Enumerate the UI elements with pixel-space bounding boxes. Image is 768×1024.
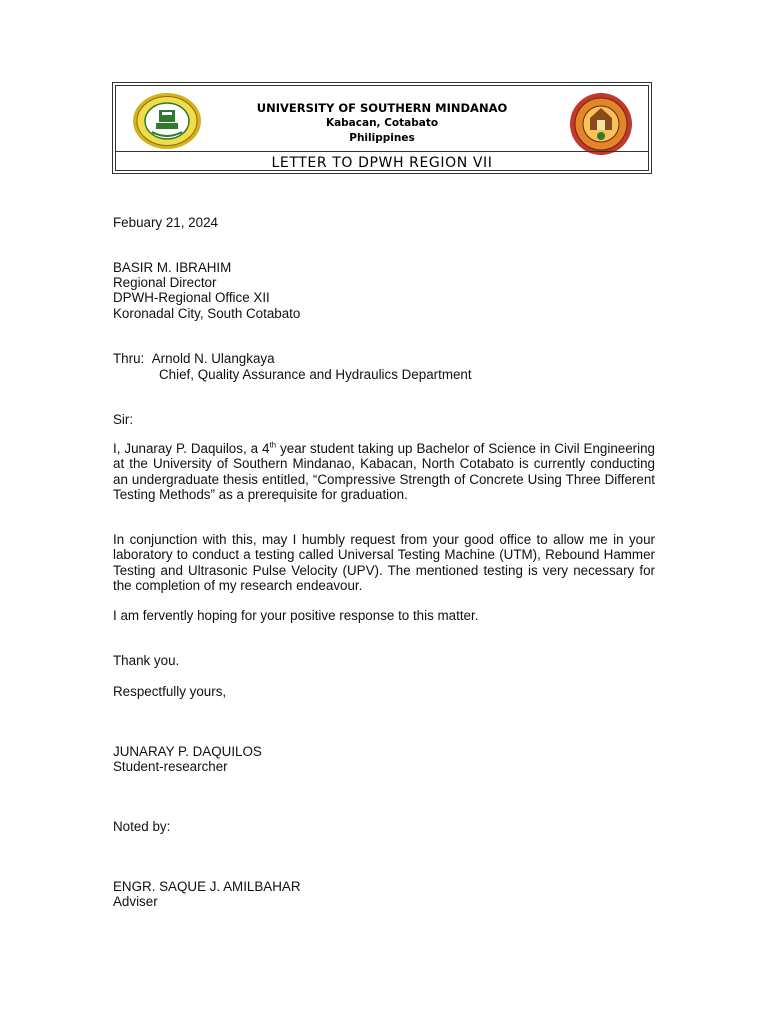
recipient-address: Koronadal City, South Cotabato xyxy=(113,306,301,321)
engineering-seal-icon xyxy=(566,92,636,156)
closing: Respectfully yours, xyxy=(113,684,227,699)
recipient-position: Regional Director xyxy=(113,275,217,290)
thank-you: Thank you. xyxy=(113,653,180,668)
p1-start: I, Junaray P. Daquilos, a 4 xyxy=(113,441,270,456)
university-location: Kabacan, Cotabato xyxy=(325,117,439,129)
sender-name: JUNARAY P. DAQUILOS xyxy=(113,744,262,759)
thru-label: Thru: xyxy=(113,351,145,366)
body-paragraph-1 xyxy=(113,441,655,503)
salutation: Sir: xyxy=(113,412,134,427)
noted-by-label: Noted by: xyxy=(113,819,171,834)
university-country: Philippines xyxy=(349,132,415,144)
letter-title: LETTER TO DPWH REGION VII xyxy=(271,155,493,171)
letterhead-divider xyxy=(116,151,648,152)
recipient-office: DPWH-Regional Office XII xyxy=(113,290,270,305)
recipient-name: BASIR M. IBRAHIM xyxy=(113,260,232,275)
usm-seal-icon xyxy=(132,92,202,150)
body-paragraph-2: In conjunction with this, may I humbly request from your good office to allow me in your laboratory to conduct a testing called Universal Testing Machine (UTM), Rebound Hammer Testing and Ultrasonic Pulse Velocity (UPV). The mentioned testing is very necessary for the completion of my research endeavour. xyxy=(113,532,655,594)
letterhead-inner-border xyxy=(115,85,649,171)
sender-role: Student-researcher xyxy=(113,759,228,774)
thru-line xyxy=(113,351,275,366)
adviser-role: Adviser xyxy=(113,894,158,909)
body-paragraph-3: I am fervently hoping for your positive response to this matter. xyxy=(113,608,479,623)
thru-name: Arnold N. Ulangkaya xyxy=(151,351,275,366)
university-name: UNIVERSITY OF SOUTHERN MINDANAO xyxy=(256,101,508,115)
p1-ordinal-suffix: th xyxy=(269,440,277,450)
adviser-name: ENGR. SAQUE J. AMILBAHAR xyxy=(113,879,301,894)
thru-position: Chief, Quality Assurance and Hydraulics Department xyxy=(159,367,472,382)
letter-date: Febuary 21, 2024 xyxy=(113,215,218,230)
p1-rest: year student taking up Bachelor of Science in Civil Engineering at the University of Southern Mindanao, Kabacan, North Cotabato is currently conducting an undergraduate thesis entitled, “Compressive Strength of Concrete Using Three Different Testing Methods” as a prerequisite for graduation. xyxy=(113,441,655,503)
university-block xyxy=(206,100,558,146)
letterhead xyxy=(112,82,652,174)
